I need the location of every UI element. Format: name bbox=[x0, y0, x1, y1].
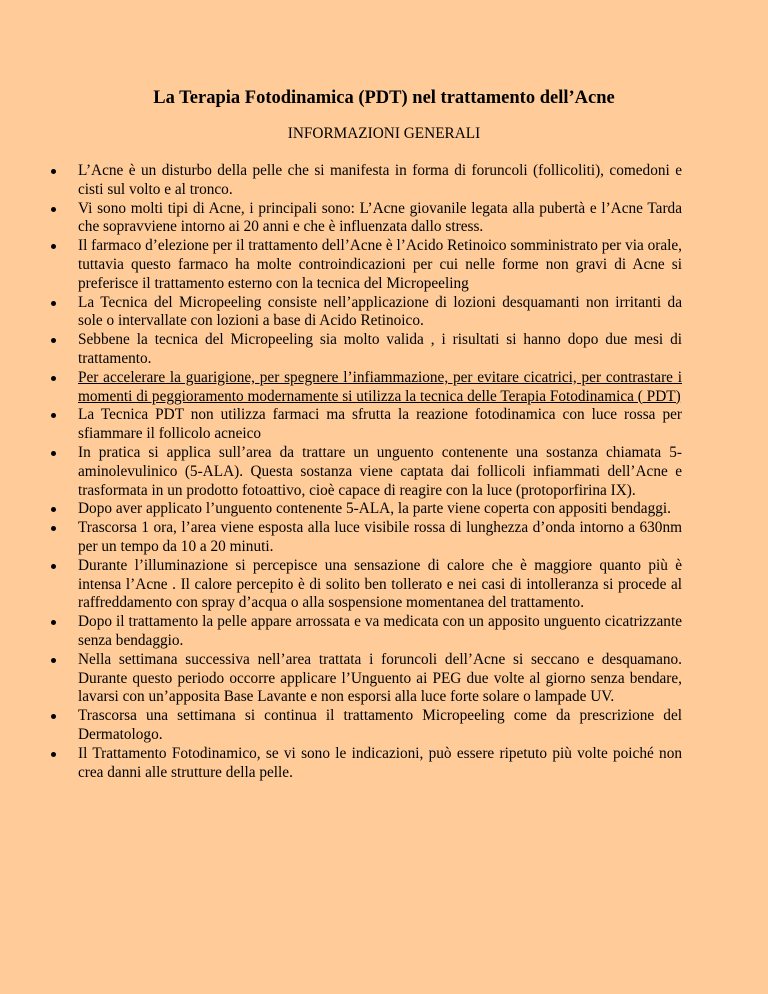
list-item bbox=[0, 651, 682, 707]
list-item-text: L’Acne è un disturbo della pelle che si manifesta in forma di foruncoli (follicoliti), comedoni e cisti sul volto e al tronco. bbox=[78, 162, 682, 198]
bullet-list bbox=[0, 162, 682, 782]
list-item bbox=[0, 444, 682, 500]
list-item-text: Durante l’illuminazione si percepisce una sensazione di calore che è maggiore quanto più è intensa l’Acne . Il calore percepito è di solito ben tollerato e nei casi di intolleranza si procede al raffreddamento con spray d’acqua o alla sospensione momentanea del trattamento. bbox=[78, 556, 682, 612]
list-item bbox=[0, 519, 682, 557]
list-item-text: Trascorsa una settimana si continua il trattamento Micropeeling come da prescrizione del Dermatologo. bbox=[78, 707, 682, 743]
list-item bbox=[0, 613, 682, 651]
list-item-text-underlined: Per accelerare la guarigione, per spegnere l’infiammazione, per evitare cicatrici, per contrastare i momenti di peggioramento modernamente si utilizza la tecnica delle Terapia Fotodinamica ( PDT) bbox=[78, 368, 682, 405]
list-item bbox=[0, 294, 682, 332]
list-item bbox=[0, 557, 682, 613]
bullet-icon bbox=[51, 376, 56, 381]
list-item-text: Vi sono molti tipi di Acne, i principali sono: L’Acne giovanile legata alla pubertà e l’Acne Tarda che sopravviene intorno ai 20 anni e che è influenzata dallo stress. bbox=[78, 199, 682, 236]
list-item-text: La Tecnica PDT non utilizza farmaci ma sfrutta la reazione fotodinamica con luce rossa per sfiammare il follicolo acneico bbox=[78, 406, 682, 443]
list-item bbox=[0, 707, 682, 745]
bullet-icon bbox=[51, 451, 56, 456]
bullet-icon bbox=[51, 301, 56, 306]
bullet-icon bbox=[51, 752, 56, 757]
list-item bbox=[0, 237, 682, 293]
list-item-text: Trascorsa 1 ora, l’area viene esposta alla luce visibile rossa di lunghezza d’onda intorno a 630nm per un tempo da 10 a 20 minuti. bbox=[78, 519, 682, 555]
bullet-icon bbox=[51, 658, 56, 663]
bullet-icon bbox=[51, 507, 56, 512]
list-item-text: Dopo il trattamento la pelle appare arrossata e va medicata con un apposito unguento cicatrizzante senza bendaggio. bbox=[78, 613, 682, 649]
list-item-text: Sebbene la tecnica del Micropeeling sia molto valida , i risultati si hanno dopo due mesi di trattamento. bbox=[78, 331, 682, 367]
list-item bbox=[0, 406, 682, 444]
bullet-icon bbox=[51, 564, 56, 569]
list-item bbox=[0, 500, 682, 519]
document-title: La Terapia Fotodinamica (PDT) nel trattamento dell’Acne bbox=[153, 88, 615, 108]
list-item bbox=[0, 331, 682, 369]
bullet-icon bbox=[51, 620, 56, 625]
list-item-text: La Tecnica del Micropeeling consiste nell’applicazione di lozioni desquamanti non irritanti da sole o intervallate con lozioni a base di Acido Retinoico. bbox=[78, 293, 682, 330]
bullet-icon bbox=[51, 714, 56, 719]
list-item-text: Il Trattamento Fotodinamico, se vi sono le indicazioni, può essere ripetuto più volte poiché non crea danni alle strutture della pelle. bbox=[78, 744, 682, 781]
list-item-text: In pratica si applica sull’area da trattare un unguento contenente una sostanza chiamata 5-aminolevulinico (5-ALA). Questa sostanza viene captata dai follicoli infiammati dell’Acne e trasformata in un prodotto fotoattivo, cioè capace di reagire con la luce (protoporfirina IX). bbox=[78, 443, 682, 499]
list-item bbox=[0, 162, 682, 200]
bullet-icon bbox=[51, 244, 56, 249]
bullet-icon bbox=[51, 169, 56, 174]
list-item bbox=[0, 369, 682, 407]
list-item bbox=[0, 745, 682, 783]
bullet-icon bbox=[51, 413, 56, 418]
bullet-icon bbox=[51, 207, 56, 212]
list-item-text: Nella settimana successiva nell’area trattata i foruncoli dell’Acne si seccano e desquamano. Durante questo periodo occorre applicare l’Unguento ai PEG due volte al giorno senza bendare, lavarsi con un’apposita Base Lavante e non esporsi alla luce forte solare o lampade UV. bbox=[78, 650, 682, 706]
section-heading: INFORMAZIONI GENERALI bbox=[287, 125, 481, 142]
list-item bbox=[0, 200, 682, 238]
bullet-icon bbox=[51, 338, 56, 343]
list-item-text: Dopo aver applicato l’unguento contenente 5-ALA, la parte viene coperta con appositi bendaggi. bbox=[78, 500, 671, 518]
list-item-text: Il farmaco d’elezione per il trattamento dell’Acne è l’Acido Retinoico somministrato per via orale, tuttavia questo farmaco ha molte controindicazioni per cui nelle forme non gravi di Acne si preferisce il trattamento esterno con la tecnica del Micropeeling bbox=[78, 237, 682, 292]
bullet-icon bbox=[51, 526, 56, 531]
